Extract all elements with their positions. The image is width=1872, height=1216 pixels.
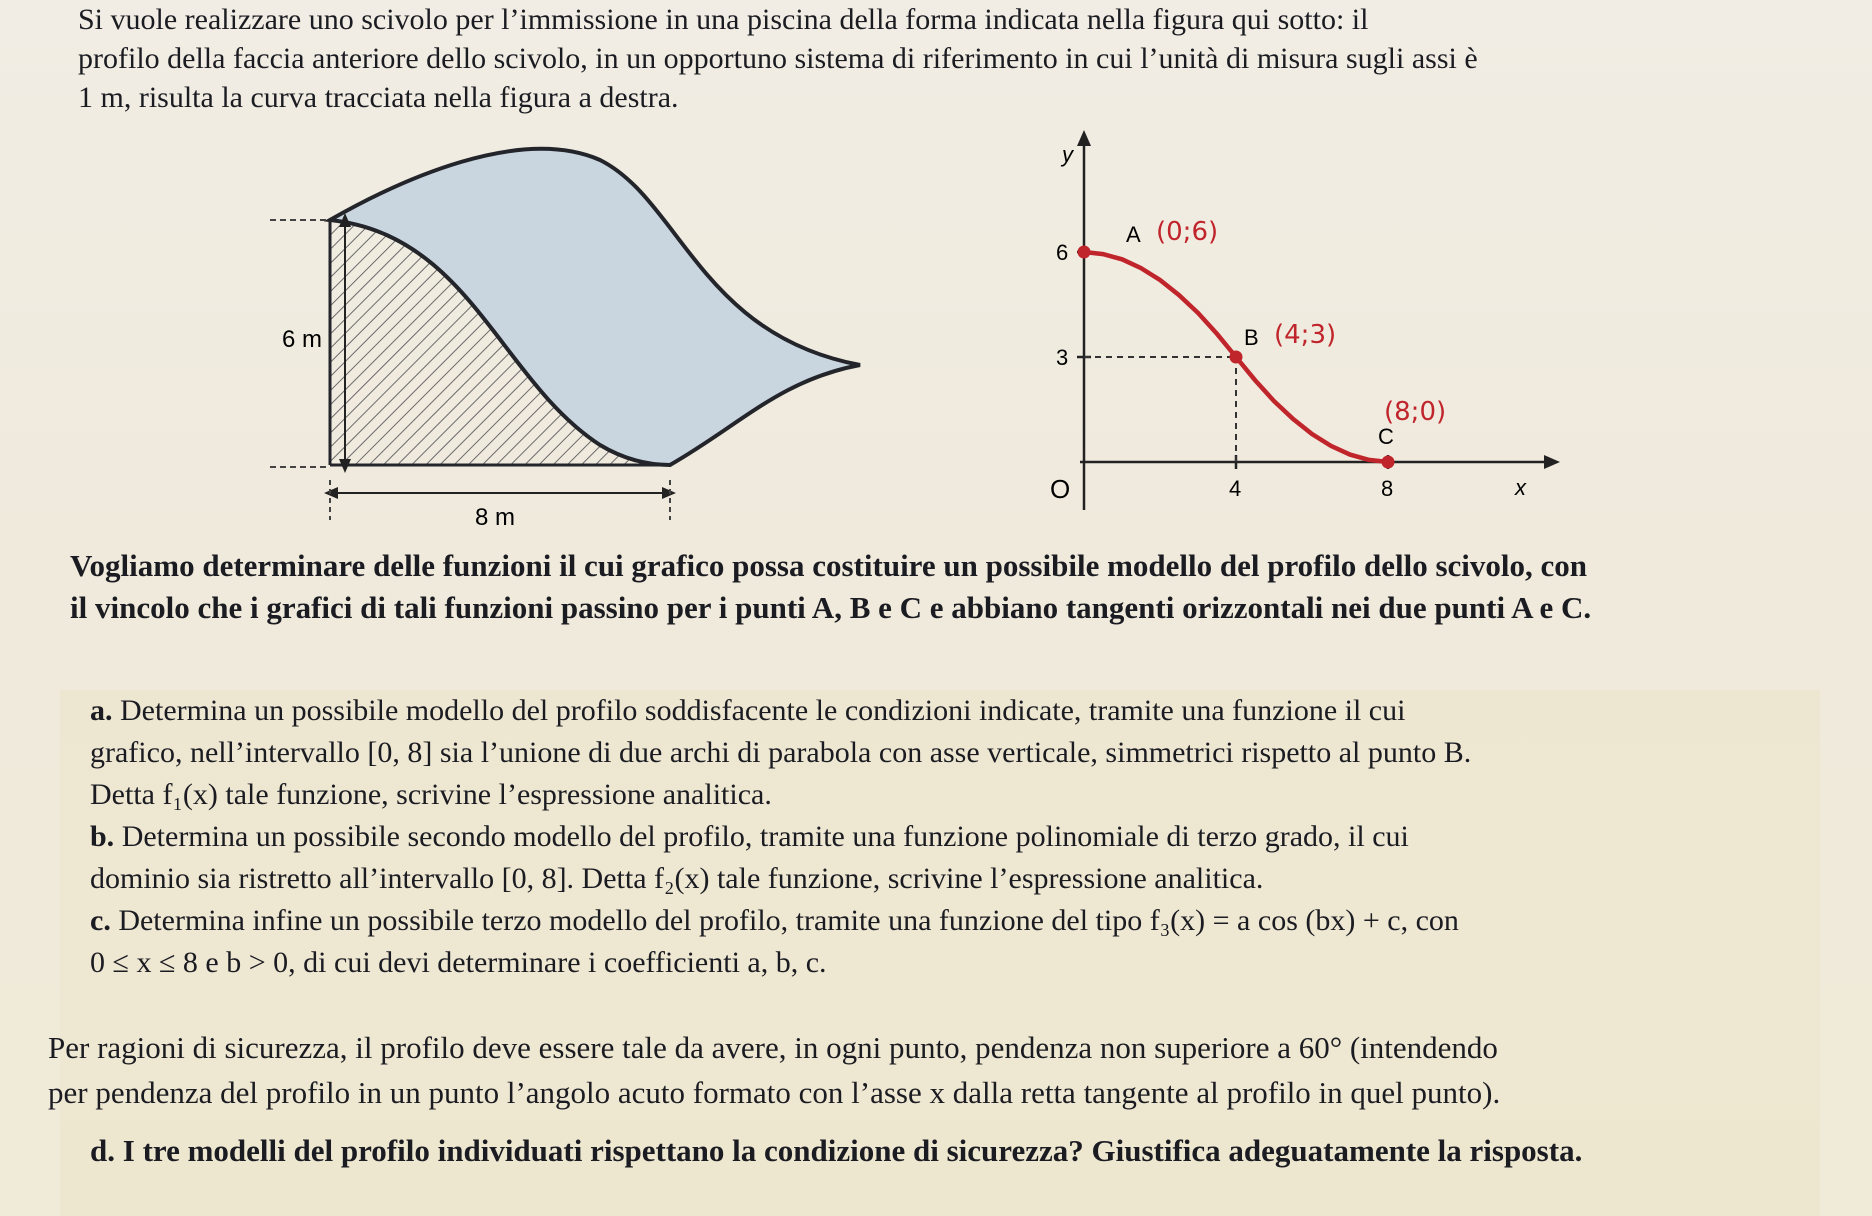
question-b-line bbox=[90, 816, 1830, 858]
question-b-line: dominio sia ristretto all’intervallo [0, 8]. Detta f₂(x) tale funzione, scrivine l’espressione analitica. bbox=[90, 862, 1264, 895]
question-b-text: Determina un possibile secondo modello del profilo, tramite una funzione polinomiale di terzo grado, il cui bbox=[121, 820, 1409, 853]
question-a-line: grafico, nell’intervallo [0, 8] sia l’unione di due archi di parabola con asse verticale, simmetrici rispetto al punto B. bbox=[90, 736, 1472, 769]
point-a-label: A bbox=[1126, 222, 1141, 247]
question-a-label: a. bbox=[90, 694, 113, 727]
question-d-text: I tre modelli del profilo individuati rispettano la condizione di sicurezza? Giustifica adeguatamente la risposta. bbox=[122, 1133, 1583, 1168]
x-tick-label: 8 bbox=[1381, 476, 1394, 501]
question-list bbox=[90, 690, 1830, 984]
statement-line: Vogliamo determinare delle funzioni il cui grafico possa costituire un possibile modello del profilo dello scivolo, con bbox=[70, 548, 1588, 583]
intro-paragraph bbox=[78, 0, 1778, 117]
question-c-line bbox=[90, 900, 1830, 942]
slide-figure bbox=[270, 125, 890, 545]
question-c-line: 0 ≤ x ≤ 8 e b > 0, di cui devi determinare i coefficienti a, b, c. bbox=[90, 946, 827, 979]
point-b-marker bbox=[1230, 351, 1243, 364]
x-axis-label: x bbox=[1515, 475, 1526, 500]
point-c-label: C bbox=[1378, 424, 1394, 449]
question-d bbox=[90, 1130, 1850, 1172]
problem-statement bbox=[70, 545, 1790, 629]
x-tick-label: 4 bbox=[1229, 476, 1242, 501]
intro-line: profilo della faccia anteriore dello scivolo, in un opportuno sistema di riferimento in cui l’unità di misura sugli assi è bbox=[78, 42, 1478, 75]
height-label: 6 m bbox=[282, 326, 323, 353]
safety-paragraph bbox=[48, 1025, 1838, 1115]
width-label: 8 m bbox=[475, 504, 516, 531]
intro-line: Si vuole realizzare uno scivolo per l’immissione in una piscina della forma indicata nella figura qui sotto: il bbox=[78, 3, 1369, 36]
point-c-annotation: (8;0) bbox=[1384, 397, 1447, 427]
question-c-label: c. bbox=[90, 904, 111, 937]
question-a-line bbox=[90, 690, 1830, 732]
guide-lines bbox=[1084, 357, 1236, 462]
statement-line: il vincolo che i grafici di tali funzioni passino per i punti A, B e C e abbiano tangenti orizzontali nei due punti A e C. bbox=[70, 590, 1592, 625]
safety-line: per pendenza del profilo in un punto l’angolo acuto formato con l’asse x dalla retta tangente al profilo in quel punto). bbox=[48, 1075, 1501, 1110]
y-axis-label: y bbox=[1062, 142, 1073, 167]
profile-graph bbox=[1030, 120, 1590, 520]
point-c-marker bbox=[1382, 456, 1395, 469]
origin-label: O bbox=[1050, 474, 1071, 504]
question-b-label: b. bbox=[90, 820, 115, 853]
safety-line: Per ragioni di sicurezza, il profilo deve essere tale da avere, in ogni punto, pendenza non superiore a 60° (intendendo bbox=[48, 1030, 1498, 1065]
y-axis-arrow bbox=[1077, 130, 1091, 146]
question-d-label: d. bbox=[90, 1133, 115, 1168]
y-tick-label: 6 bbox=[1056, 240, 1069, 265]
point-a-marker bbox=[1078, 246, 1091, 259]
point-b-annotation: (4;3) bbox=[1274, 320, 1337, 350]
point-markers bbox=[1078, 217, 1447, 469]
x-axis-arrow bbox=[1544, 455, 1560, 469]
question-c-text: Determina infine un possibile terzo modello del profilo, tramite una funzione del tipo f₃(x) = a cos (bx) + c, con bbox=[118, 904, 1459, 937]
question-a-text: Determina un possibile modello del profilo soddisfacente le condizioni indicate, tramite una funzione il cui bbox=[120, 694, 1406, 727]
point-a-annotation: (0;6) bbox=[1156, 217, 1219, 247]
point-b-label: B bbox=[1244, 325, 1259, 350]
intro-line: 1 m, risulta la curva tracciata nella figura a destra. bbox=[78, 81, 679, 114]
question-a-line: Detta f₁(x) tale funzione, scrivine l’espressione analitica. bbox=[90, 778, 772, 811]
y-tick-label: 3 bbox=[1056, 345, 1069, 370]
